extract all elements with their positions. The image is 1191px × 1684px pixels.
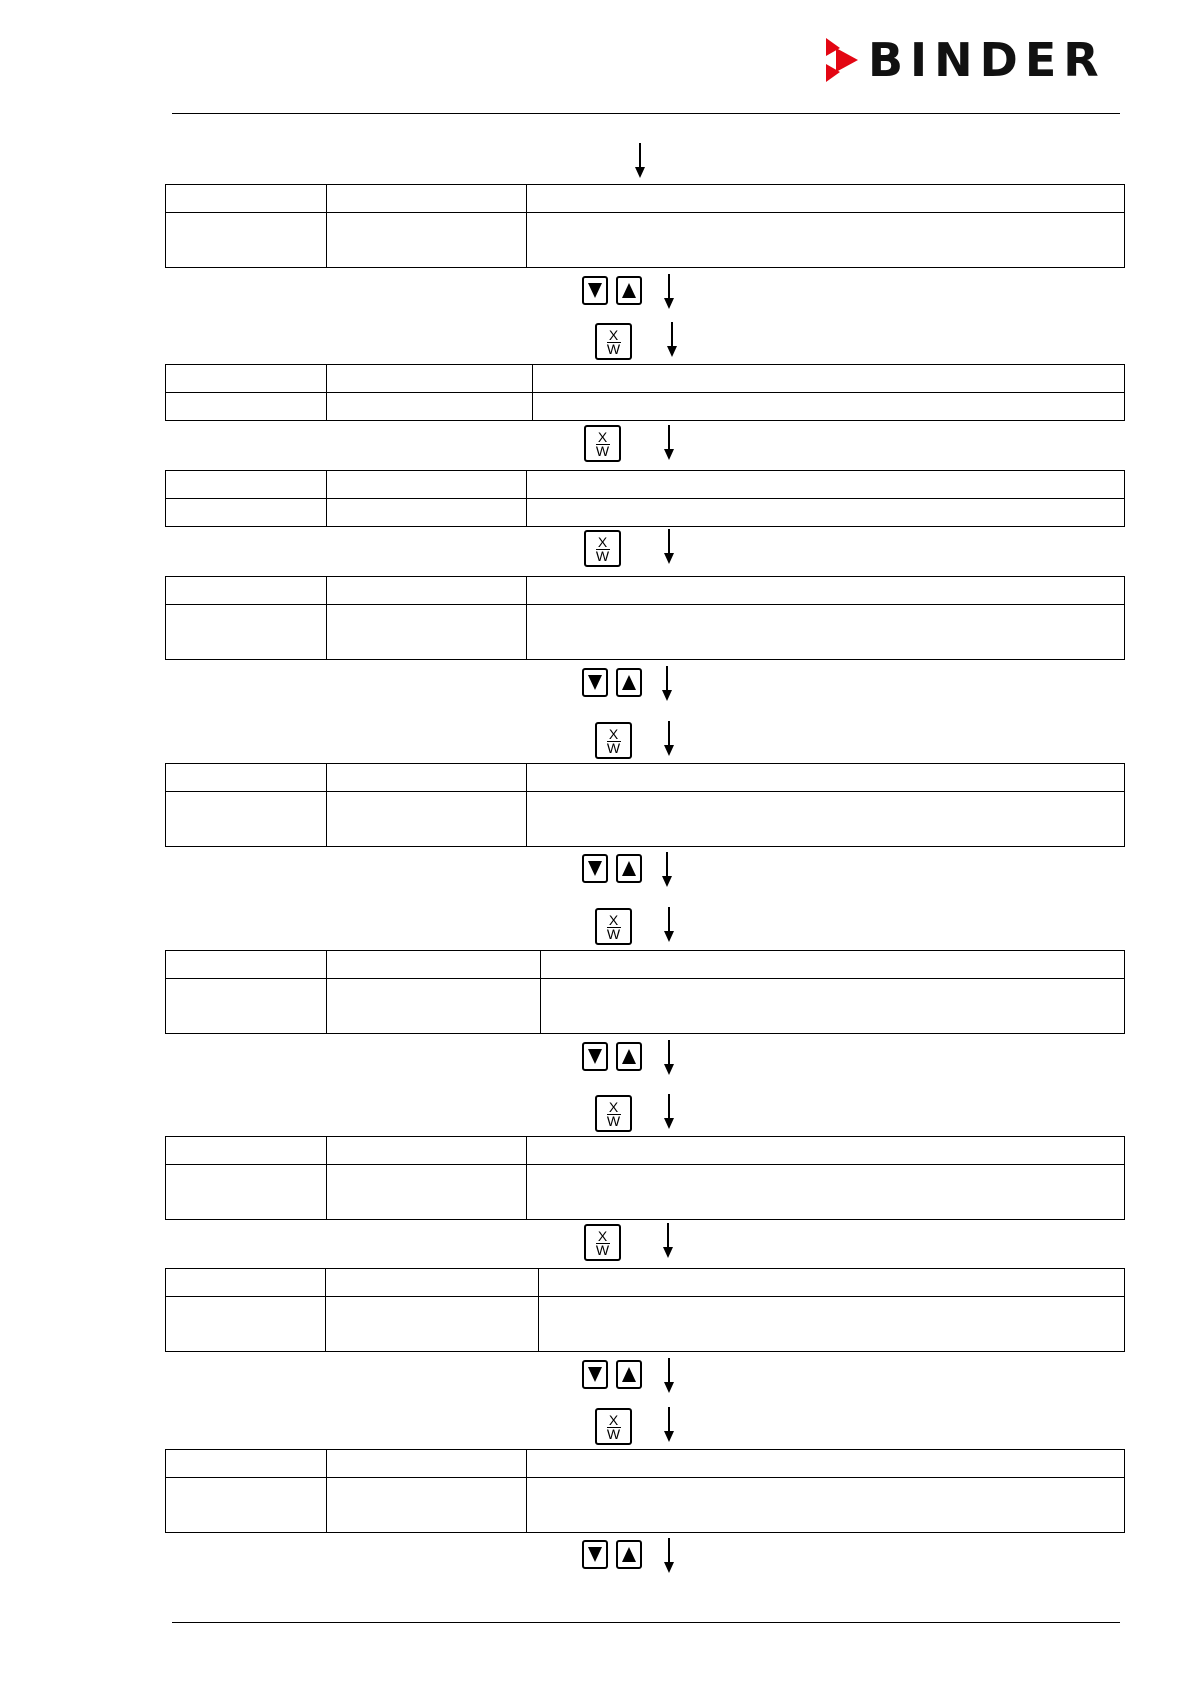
table-cell (327, 792, 527, 847)
down-arrow-icon (663, 1358, 675, 1394)
display-table-8 (165, 1268, 1125, 1352)
up-triangle-icon (622, 675, 636, 690)
up-key-button[interactable] (616, 668, 642, 697)
table-cell (327, 1165, 527, 1220)
xw-key-top: X (608, 327, 619, 343)
table-cell (327, 185, 527, 213)
logo-mark-icon (826, 38, 860, 82)
xw-key-top: X (597, 534, 608, 550)
footer-rule (172, 1622, 1120, 1623)
table-cell (327, 605, 527, 660)
table-cell (166, 979, 327, 1034)
table-cell (166, 393, 327, 421)
table-cell (327, 471, 527, 499)
xw-key-top: X (608, 1412, 619, 1428)
table-cell (533, 393, 1125, 421)
table-cell (327, 1478, 527, 1533)
down-arrow-icon (663, 425, 675, 461)
xw-key-bottom: W (606, 1426, 621, 1442)
xw-key-bottom: W (606, 1113, 621, 1129)
down-triangle-icon (588, 861, 602, 876)
display-table-9 (165, 1449, 1125, 1533)
xw-key-top: X (608, 912, 619, 928)
table-cell (539, 1269, 1125, 1297)
down-arrow-icon (666, 322, 678, 358)
up-triangle-icon (622, 283, 636, 298)
xw-key-bottom: W (606, 341, 621, 357)
down-triangle-icon (588, 1367, 602, 1382)
down-arrow-icon (662, 1223, 674, 1259)
table-cell (166, 577, 327, 605)
up-triangle-icon (622, 1049, 636, 1064)
xw-key-bottom: W (595, 443, 610, 459)
table-cell (541, 979, 1125, 1034)
table-cell (327, 577, 527, 605)
display-table-4 (165, 576, 1125, 660)
xw-key-bottom: W (595, 1242, 610, 1258)
down-key-button[interactable] (582, 854, 608, 883)
display-table-1 (165, 184, 1125, 268)
table-cell (527, 792, 1125, 847)
table-cell (327, 979, 541, 1034)
table-cell (166, 213, 327, 268)
up-triangle-icon (622, 1367, 636, 1382)
table-cell (166, 605, 327, 660)
down-arrow-icon (663, 1040, 675, 1076)
down-arrow-icon (663, 529, 675, 565)
xw-key-button[interactable] (595, 908, 632, 945)
xw-key-button[interactable] (595, 1095, 632, 1132)
table-cell (527, 1478, 1125, 1533)
down-key-button[interactable] (582, 668, 608, 697)
xw-key-bottom: W (606, 740, 621, 756)
display-table-6 (165, 950, 1125, 1034)
xw-key-button[interactable] (595, 1408, 632, 1445)
table-cell (166, 1478, 327, 1533)
table-cell (527, 605, 1125, 660)
down-triangle-icon (588, 1049, 602, 1064)
down-arrow-icon (661, 852, 673, 888)
up-key-button[interactable] (616, 276, 642, 305)
xw-key-button[interactable] (595, 323, 632, 360)
table-cell (327, 393, 533, 421)
table-cell (166, 764, 327, 792)
down-arrow-icon (663, 1407, 675, 1443)
table-cell (166, 471, 327, 499)
table-cell (166, 951, 327, 979)
xw-key-button[interactable] (584, 1224, 621, 1261)
table-cell (326, 1297, 539, 1352)
table-cell (166, 1450, 327, 1478)
display-table-2 (165, 364, 1125, 421)
display-table-3 (165, 470, 1125, 527)
table-cell (327, 365, 533, 393)
up-key-button[interactable] (616, 1540, 642, 1569)
table-cell (327, 499, 527, 527)
down-key-button[interactable] (582, 276, 608, 305)
display-table-7 (165, 1136, 1125, 1220)
up-key-button[interactable] (616, 1360, 642, 1389)
table-cell (326, 1269, 539, 1297)
table-cell (166, 792, 327, 847)
xw-key-top: X (597, 429, 608, 445)
binder-logo (826, 33, 1126, 87)
table-cell (541, 951, 1125, 979)
down-key-button[interactable] (582, 1042, 608, 1071)
up-triangle-icon (622, 861, 636, 876)
down-arrow-icon (663, 907, 675, 943)
table-cell (166, 185, 327, 213)
down-triangle-icon (588, 283, 602, 298)
down-triangle-icon (588, 1547, 602, 1562)
xw-key-top: X (597, 1228, 608, 1244)
table-cell (327, 951, 541, 979)
xw-key-bottom: W (606, 926, 621, 942)
table-cell (527, 1165, 1125, 1220)
up-key-button[interactable] (616, 854, 642, 883)
table-cell (527, 213, 1125, 268)
table-cell (166, 365, 327, 393)
table-cell (166, 1297, 326, 1352)
xw-key-button[interactable] (584, 425, 621, 462)
down-key-button[interactable] (582, 1540, 608, 1569)
down-arrow-icon (663, 1094, 675, 1130)
table-cell (527, 577, 1125, 605)
table-cell (166, 1165, 327, 1220)
down-key-button[interactable] (582, 1360, 608, 1389)
display-table-5 (165, 763, 1125, 847)
xw-key-button[interactable] (595, 722, 632, 759)
table-cell (539, 1297, 1125, 1352)
table-cell (533, 365, 1125, 393)
table-cell (166, 1137, 327, 1165)
brand-name: BINDER (868, 33, 1106, 87)
xw-key-bottom: W (595, 548, 610, 564)
xw-key-top: X (608, 726, 619, 742)
header-rule (172, 113, 1120, 114)
table-cell (327, 764, 527, 792)
table-cell (527, 1450, 1125, 1478)
up-key-button[interactable] (616, 1042, 642, 1071)
table-cell (166, 499, 327, 527)
table-cell (327, 1450, 527, 1478)
table-cell (527, 499, 1125, 527)
table-cell (327, 213, 527, 268)
table-cell (527, 1137, 1125, 1165)
table-cell (527, 764, 1125, 792)
down-arrow-icon (634, 143, 646, 179)
table-cell (327, 1137, 527, 1165)
down-arrow-icon (661, 666, 673, 702)
up-triangle-icon (622, 1547, 636, 1562)
xw-key-top: X (608, 1099, 619, 1115)
down-arrow-icon (663, 721, 675, 757)
table-cell (527, 185, 1125, 213)
table-cell (166, 1269, 326, 1297)
table-cell (527, 471, 1125, 499)
down-arrow-icon (663, 1538, 675, 1574)
down-arrow-icon (663, 274, 675, 310)
xw-key-button[interactable] (584, 530, 621, 567)
down-triangle-icon (588, 675, 602, 690)
